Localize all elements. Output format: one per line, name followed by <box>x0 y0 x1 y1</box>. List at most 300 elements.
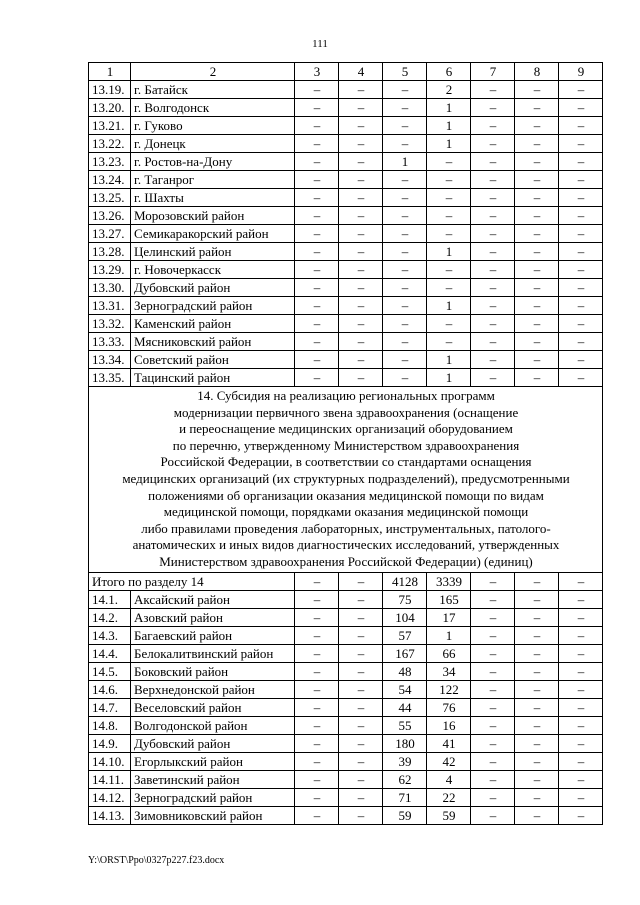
value-cell: 55 <box>383 716 427 734</box>
row-name: Егорлыкский район <box>131 752 295 770</box>
value-cell: – <box>339 207 383 225</box>
value-cell: – <box>339 716 383 734</box>
value-cell: – <box>339 608 383 626</box>
value-cell: – <box>559 153 603 171</box>
row-number: 14.8. <box>89 716 131 734</box>
row-name: Зимовниковский район <box>131 806 295 824</box>
value-cell: 1 <box>427 369 471 387</box>
row-name: г. Ростов-на-Дону <box>131 153 295 171</box>
value-cell: – <box>339 698 383 716</box>
value-cell: 104 <box>383 608 427 626</box>
row-number: 13.33. <box>89 333 131 351</box>
value-cell: – <box>471 243 515 261</box>
value-cell: – <box>427 189 471 207</box>
row-name: г. Гуково <box>131 117 295 135</box>
table-row <box>89 770 603 788</box>
value-cell: – <box>471 608 515 626</box>
value-cell: 165 <box>427 590 471 608</box>
value-cell: – <box>295 626 339 644</box>
value-cell: – <box>427 261 471 279</box>
value-cell: – <box>515 333 559 351</box>
row-number: 14.12. <box>89 788 131 806</box>
value-cell: – <box>515 806 559 824</box>
value-cell: – <box>295 225 339 243</box>
row-number: 13.23. <box>89 153 131 171</box>
value-cell: – <box>559 662 603 680</box>
row-number: 13.19. <box>89 81 131 99</box>
value-cell: – <box>559 626 603 644</box>
value-cell: – <box>515 626 559 644</box>
value-cell: – <box>559 770 603 788</box>
section-heading-row <box>89 387 603 573</box>
value-cell: – <box>515 189 559 207</box>
value-cell: – <box>383 369 427 387</box>
value-cell: – <box>559 189 603 207</box>
row-number: 14.4. <box>89 644 131 662</box>
value-cell: 122 <box>427 680 471 698</box>
value-cell: – <box>515 207 559 225</box>
header-cell: 3 <box>295 63 339 81</box>
value-cell: 1 <box>427 626 471 644</box>
value-cell: – <box>559 135 603 153</box>
table-row <box>89 734 603 752</box>
table-row <box>89 207 603 225</box>
value-cell: – <box>295 734 339 752</box>
value-cell: – <box>427 225 471 243</box>
row-number: 14.7. <box>89 698 131 716</box>
section-total-label: Итого по разделу 14 <box>89 572 295 590</box>
value-cell: – <box>339 189 383 207</box>
total-value-cell: – <box>295 572 339 590</box>
value-cell: – <box>515 608 559 626</box>
total-value-cell: – <box>339 572 383 590</box>
value-cell: – <box>295 279 339 297</box>
value-cell: – <box>339 734 383 752</box>
value-cell: – <box>339 315 383 333</box>
row-name: Веселовский район <box>131 698 295 716</box>
total-value-cell: 3339 <box>427 572 471 590</box>
row-name: г. Новочеркасск <box>131 261 295 279</box>
value-cell: 1 <box>427 135 471 153</box>
value-cell: – <box>559 225 603 243</box>
value-cell: – <box>427 207 471 225</box>
value-cell: – <box>559 351 603 369</box>
value-cell: – <box>383 315 427 333</box>
value-cell: – <box>515 734 559 752</box>
value-cell: – <box>471 171 515 189</box>
row-number: 13.30. <box>89 279 131 297</box>
value-cell: – <box>339 680 383 698</box>
value-cell: – <box>383 333 427 351</box>
value-cell: 1 <box>383 153 427 171</box>
row-name: Семикаракорский район <box>131 225 295 243</box>
row-name: Тацинский район <box>131 369 295 387</box>
table-row <box>89 297 603 315</box>
value-cell: – <box>295 207 339 225</box>
value-cell: – <box>295 243 339 261</box>
value-cell: – <box>515 752 559 770</box>
value-cell: – <box>339 770 383 788</box>
value-cell: – <box>295 662 339 680</box>
value-cell: – <box>339 297 383 315</box>
value-cell: – <box>515 698 559 716</box>
row-name: Аксайский район <box>131 590 295 608</box>
value-cell: 66 <box>427 644 471 662</box>
table-row <box>89 225 603 243</box>
value-cell: – <box>559 716 603 734</box>
value-cell: – <box>515 351 559 369</box>
value-cell: – <box>471 225 515 243</box>
value-cell: – <box>295 315 339 333</box>
header-cell: 7 <box>471 63 515 81</box>
value-cell: – <box>339 261 383 279</box>
subsidy-table <box>88 62 603 825</box>
value-cell: – <box>427 153 471 171</box>
value-cell: – <box>515 225 559 243</box>
row-number: 13.21. <box>89 117 131 135</box>
value-cell: – <box>471 590 515 608</box>
table-row <box>89 135 603 153</box>
row-number: 14.10. <box>89 752 131 770</box>
table-row <box>89 153 603 171</box>
value-cell: – <box>559 99 603 117</box>
value-cell: – <box>559 243 603 261</box>
row-name: Азовский район <box>131 608 295 626</box>
value-cell: 76 <box>427 698 471 716</box>
value-cell: – <box>383 135 427 153</box>
value-cell: – <box>295 117 339 135</box>
value-cell: – <box>471 261 515 279</box>
value-cell: – <box>559 297 603 315</box>
total-value-cell: – <box>559 572 603 590</box>
value-cell: 59 <box>383 806 427 824</box>
row-name: г. Батайск <box>131 81 295 99</box>
value-cell: – <box>339 171 383 189</box>
table-row <box>89 716 603 734</box>
table-row <box>89 333 603 351</box>
value-cell: – <box>383 81 427 99</box>
value-cell: – <box>383 261 427 279</box>
value-cell: – <box>471 752 515 770</box>
value-cell: – <box>339 662 383 680</box>
value-cell: – <box>295 680 339 698</box>
value-cell: – <box>559 788 603 806</box>
value-cell: – <box>471 153 515 171</box>
value-cell: – <box>515 716 559 734</box>
value-cell: – <box>295 153 339 171</box>
row-number: 13.24. <box>89 171 131 189</box>
row-number: 13.20. <box>89 99 131 117</box>
section-heading-line: медицинских организаций (их структурных подразделений), предусмотренными <box>122 470 570 486</box>
table-row <box>89 698 603 716</box>
value-cell: – <box>471 698 515 716</box>
row-name: г. Шахты <box>131 189 295 207</box>
value-cell: – <box>339 225 383 243</box>
value-cell: – <box>339 135 383 153</box>
value-cell: 34 <box>427 662 471 680</box>
row-number: 14.6. <box>89 680 131 698</box>
row-number: 13.27. <box>89 225 131 243</box>
row-number: 13.31. <box>89 297 131 315</box>
page-number: 111 <box>312 38 328 50</box>
value-cell: – <box>383 351 427 369</box>
value-cell: – <box>339 243 383 261</box>
section-heading-line: модернизации первичного звена здравоохранения (оснащение <box>173 404 519 420</box>
value-cell: – <box>339 590 383 608</box>
value-cell: – <box>383 117 427 135</box>
value-cell: 1 <box>427 117 471 135</box>
value-cell: – <box>515 680 559 698</box>
section-heading-line: медицинской помощи, порядками оказания медицинской помощи <box>163 504 529 520</box>
total-value-cell: 4128 <box>383 572 427 590</box>
table-row <box>89 189 603 207</box>
value-cell: – <box>427 315 471 333</box>
value-cell: – <box>295 297 339 315</box>
value-cell: – <box>559 590 603 608</box>
value-cell: – <box>515 261 559 279</box>
value-cell: – <box>471 315 515 333</box>
row-number: 14.2. <box>89 608 131 626</box>
value-cell: 1 <box>427 99 471 117</box>
table-row <box>89 279 603 297</box>
row-number: 13.22. <box>89 135 131 153</box>
value-cell: – <box>339 351 383 369</box>
value-cell: – <box>559 81 603 99</box>
value-cell: – <box>383 279 427 297</box>
value-cell: – <box>515 81 559 99</box>
value-cell: – <box>295 716 339 734</box>
value-cell: – <box>295 135 339 153</box>
section-heading-line: анатомических и иных видов диагностических исследований, утвержденных <box>132 537 560 553</box>
value-cell: – <box>515 99 559 117</box>
value-cell: – <box>515 590 559 608</box>
row-name: Зерноградский район <box>131 788 295 806</box>
value-cell: – <box>515 279 559 297</box>
table-row <box>89 171 603 189</box>
value-cell: 41 <box>427 734 471 752</box>
value-cell: – <box>471 806 515 824</box>
row-number: 14.1. <box>89 590 131 608</box>
row-number: 14.13. <box>89 806 131 824</box>
total-value-cell: – <box>515 572 559 590</box>
value-cell: – <box>559 698 603 716</box>
row-number: 13.28. <box>89 243 131 261</box>
value-cell: – <box>295 788 339 806</box>
value-cell: 1 <box>427 297 471 315</box>
value-cell: – <box>515 171 559 189</box>
value-cell: – <box>515 788 559 806</box>
value-cell: – <box>471 207 515 225</box>
value-cell: – <box>471 734 515 752</box>
row-number: 13.34. <box>89 351 131 369</box>
value-cell: – <box>471 644 515 662</box>
value-cell: – <box>295 99 339 117</box>
value-cell: 17 <box>427 608 471 626</box>
row-number: 14.3. <box>89 626 131 644</box>
value-cell: – <box>559 369 603 387</box>
value-cell: – <box>559 207 603 225</box>
value-cell: – <box>471 99 515 117</box>
value-cell: 1 <box>427 351 471 369</box>
value-cell: – <box>427 279 471 297</box>
row-name: Белокалитвинский район <box>131 644 295 662</box>
value-cell: 42 <box>427 752 471 770</box>
value-cell: 62 <box>383 770 427 788</box>
value-cell: – <box>383 225 427 243</box>
section-total-row <box>89 572 603 590</box>
value-cell: 22 <box>427 788 471 806</box>
value-cell: – <box>559 608 603 626</box>
value-cell: – <box>339 279 383 297</box>
value-cell: – <box>383 171 427 189</box>
value-cell: – <box>471 369 515 387</box>
header-cell: 4 <box>339 63 383 81</box>
table-row <box>89 81 603 99</box>
table-row <box>89 608 603 626</box>
value-cell: – <box>515 153 559 171</box>
header-cell: 6 <box>427 63 471 81</box>
row-name: Верхнедонской район <box>131 680 295 698</box>
section-heading-line: Российской Федерации, в соответствии со стандартами оснащения <box>160 454 532 470</box>
table-row <box>89 590 603 608</box>
value-cell: – <box>471 716 515 734</box>
value-cell: – <box>295 171 339 189</box>
value-cell: – <box>559 734 603 752</box>
row-name: Заветинский район <box>131 770 295 788</box>
row-number: 13.26. <box>89 207 131 225</box>
row-name: Советский район <box>131 351 295 369</box>
value-cell: 57 <box>383 626 427 644</box>
value-cell: – <box>515 644 559 662</box>
value-cell: – <box>471 189 515 207</box>
value-cell: – <box>383 189 427 207</box>
row-name: г. Таганрог <box>131 171 295 189</box>
value-cell: – <box>339 117 383 135</box>
value-cell: – <box>559 333 603 351</box>
row-number: 14.9. <box>89 734 131 752</box>
table-row <box>89 752 603 770</box>
value-cell: – <box>339 81 383 99</box>
value-cell: – <box>295 81 339 99</box>
value-cell: 4 <box>427 770 471 788</box>
section-heading-line: Министерством здравоохранения Российской Федерации) (единиц) <box>159 553 533 569</box>
value-cell: – <box>559 315 603 333</box>
value-cell: – <box>339 153 383 171</box>
row-name: Волгодонской район <box>131 716 295 734</box>
value-cell: – <box>295 369 339 387</box>
total-value-cell: – <box>471 572 515 590</box>
file-path-footer: Y:\ORST\Ppo\0327p227.f23.docx <box>88 855 225 866</box>
value-cell: – <box>559 752 603 770</box>
table-row <box>89 662 603 680</box>
value-cell: – <box>295 806 339 824</box>
value-cell: 39 <box>383 752 427 770</box>
row-name: Каменский район <box>131 315 295 333</box>
value-cell: – <box>427 171 471 189</box>
value-cell: – <box>559 644 603 662</box>
value-cell: – <box>471 135 515 153</box>
value-cell: 167 <box>383 644 427 662</box>
row-name: г. Донецк <box>131 135 295 153</box>
header-cell: 1 <box>89 63 131 81</box>
value-cell: – <box>559 279 603 297</box>
value-cell: 71 <box>383 788 427 806</box>
value-cell: 180 <box>383 734 427 752</box>
value-cell: – <box>515 315 559 333</box>
row-name: Мясниковский район <box>131 333 295 351</box>
value-cell: 2 <box>427 81 471 99</box>
header-cell: 5 <box>383 63 427 81</box>
value-cell: – <box>383 243 427 261</box>
value-cell: – <box>339 788 383 806</box>
table-row <box>89 369 603 387</box>
value-cell: – <box>559 117 603 135</box>
value-cell: – <box>515 117 559 135</box>
row-number: 14.5. <box>89 662 131 680</box>
header-row <box>89 63 603 81</box>
value-cell: – <box>471 333 515 351</box>
header-cell: 2 <box>131 63 295 81</box>
value-cell: – <box>295 351 339 369</box>
value-cell: – <box>515 297 559 315</box>
row-name: Морозовский район <box>131 207 295 225</box>
value-cell: – <box>471 662 515 680</box>
table-row <box>89 315 603 333</box>
value-cell: – <box>559 261 603 279</box>
value-cell: – <box>471 770 515 788</box>
value-cell: – <box>471 788 515 806</box>
value-cell: – <box>339 752 383 770</box>
value-cell: – <box>559 806 603 824</box>
value-cell: – <box>295 770 339 788</box>
value-cell: – <box>339 644 383 662</box>
value-cell: 54 <box>383 680 427 698</box>
value-cell: 16 <box>427 716 471 734</box>
value-cell: – <box>471 279 515 297</box>
table-row <box>89 261 603 279</box>
value-cell: – <box>383 99 427 117</box>
value-cell: – <box>515 662 559 680</box>
row-name: Зерноградский район <box>131 297 295 315</box>
section-heading-line: и переоснащение медицинских организаций оборудованием <box>179 421 513 437</box>
value-cell: 59 <box>427 806 471 824</box>
table-row <box>89 99 603 117</box>
value-cell: – <box>471 680 515 698</box>
value-cell: – <box>427 333 471 351</box>
row-number: 13.32. <box>89 315 131 333</box>
row-name: Дубовский район <box>131 279 295 297</box>
row-number: 13.35. <box>89 369 131 387</box>
section-heading-line: 14. Субсидия на реализацию региональных программ <box>197 388 495 403</box>
table-row <box>89 806 603 824</box>
value-cell: – <box>383 207 427 225</box>
value-cell: 48 <box>383 662 427 680</box>
section-heading-line: по перечню, утвержденному Министерством здравоохранения <box>172 437 520 453</box>
value-cell: 1 <box>427 243 471 261</box>
row-name: Багаевский район <box>131 626 295 644</box>
value-cell: – <box>515 770 559 788</box>
value-cell: – <box>295 590 339 608</box>
value-cell: – <box>471 297 515 315</box>
table-row <box>89 117 603 135</box>
table-row <box>89 680 603 698</box>
value-cell: – <box>471 626 515 644</box>
value-cell: – <box>559 680 603 698</box>
value-cell: – <box>471 81 515 99</box>
table-body <box>89 63 603 825</box>
value-cell: – <box>295 644 339 662</box>
value-cell: – <box>295 608 339 626</box>
